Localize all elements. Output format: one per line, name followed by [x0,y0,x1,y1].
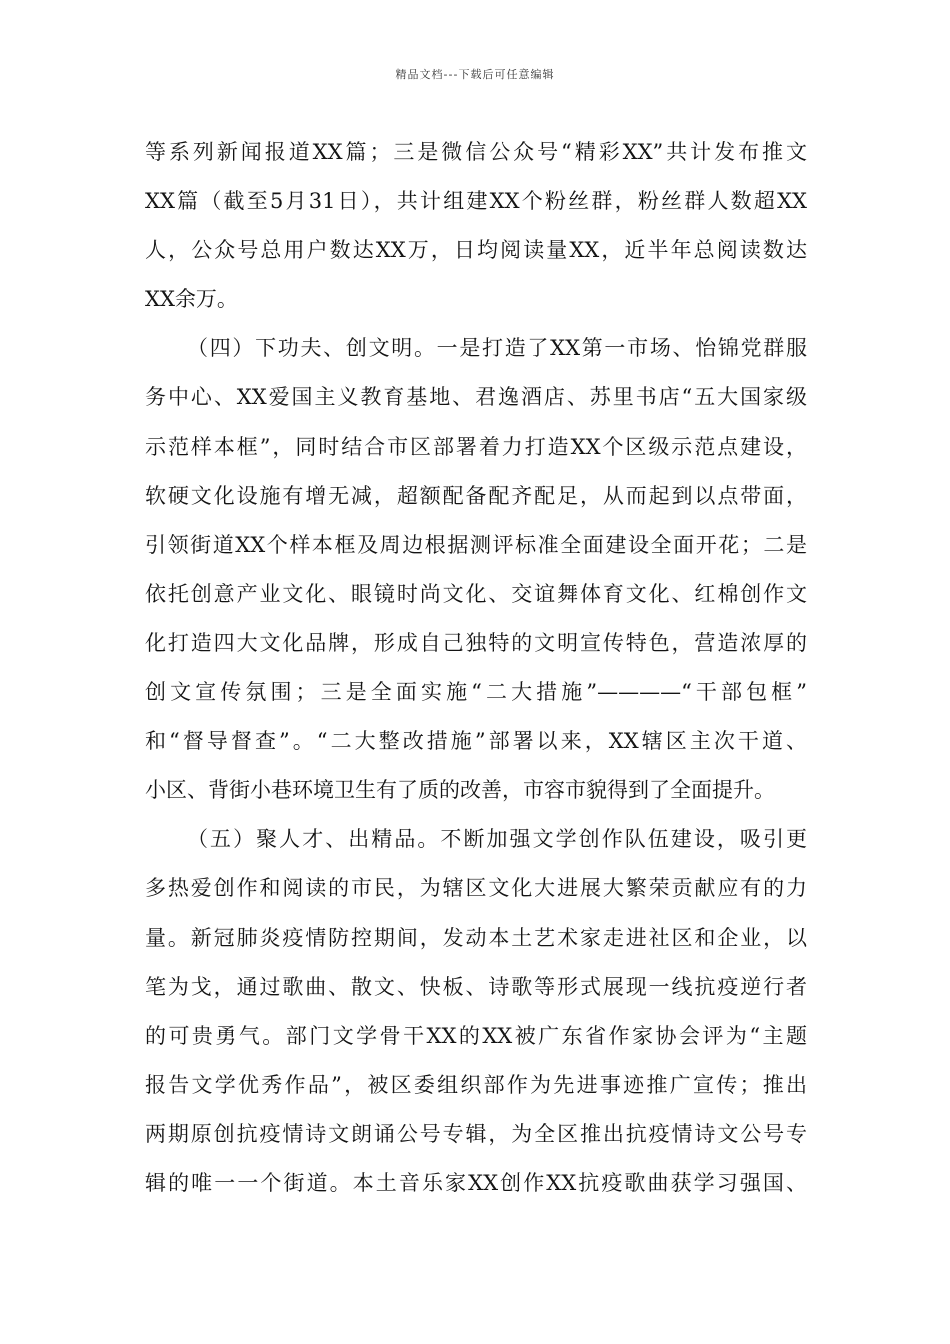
text-line: 笔为戈，通过歌曲、散文、快板、诗歌等形式展现一线抗疫逆行者 [145,974,807,999]
text-line: 示范样本框”，同时结合市区部署着力打造XX个区级示范点建设， [145,434,807,459]
text-line: XX余万。 [145,287,238,312]
text-line: 量。新冠肺炎疫情防控期间，发动本土艺术家走进社区和企业，以 [145,925,807,950]
text-line: 等系列新闻报道XX篇；三是微信公众号“精彩XX”共计发布推文 [145,140,807,164]
text-line: （四）下功夫、创文明。一是打造了XX第一市场、怡锦党群服 [187,336,807,361]
text-line: 的可贵勇气。部门文学骨干XX的XX被广东省作家协会评为“主题 [145,1023,807,1048]
text-line: 报告文学优秀作品”，被区委组织部作为先进事迹推广宣传；推出 [145,1072,807,1097]
text-line: （五）聚人才、出精品。不断加强文学创作队伍建设，吸引更 [187,827,807,852]
text-line: 和“督导督查”。“二大整改措施”部署以来，XX辖区主次干道、 [145,729,807,754]
text-line: 辑的唯一一个街道。本土音乐家XX创作XX抗疫歌曲获学习强国、 [145,1170,807,1195]
text-line: 多热爱创作和阅读的市民，为辖区文化大进展大繁荣贡献应有的力 [145,876,807,901]
document-body [145,128,807,1208]
text-line: 创文宣传氛围；三是全面实施“二大措施”————“干部包框” [145,680,807,705]
text-line: 依托创意产业文化、眼镜时尚文化、交谊舞体育文化、红棉创作文 [145,581,807,606]
page-header: 精品文档---下载后可任意编辑 [395,68,555,81]
text-line: 务中心、XX爱国主义教育基地、君逸酒店、苏里书店“五大国家级 [145,385,807,410]
text-line: 两期原创抗疫情诗文朗诵公号专辑，为全区推出抗疫情诗文公号专 [145,1121,807,1146]
text-line: XX篇（截至5月31日），共计组建XX个粉丝群，粉丝群人数超XX [145,189,807,214]
text-line: 引领街道XX个样本框及周边根据测评标准全面建设全面开花；二是 [145,532,807,557]
text-line: 化打造四大文化品牌，形成自己独特的文明宣传特色，营造浓厚的 [145,630,807,655]
text-line: 人，公众号总用户数达XX万，日均阅读量XX，近半年总阅读数达 [145,238,807,263]
text-line: 软硬文化设施有增无减，超额配备配齐配足，从而起到以点带面， [145,483,807,508]
text-line: 小区、背街小巷环境卫生有了质的改善，市容市貌得到了全面提升。 [145,778,775,803]
